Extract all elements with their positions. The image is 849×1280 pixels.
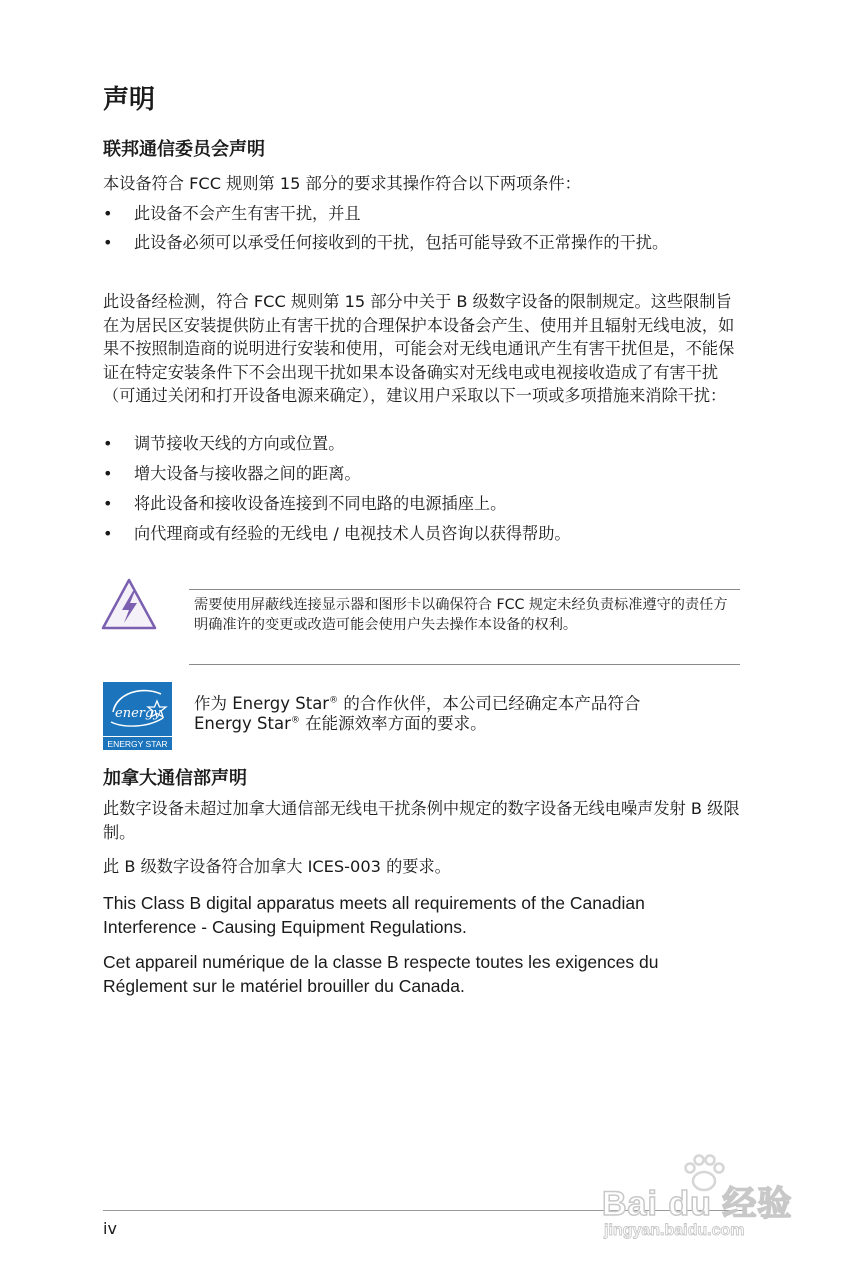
condition-text: 此设备必须可以承受任何接收到的干扰，包括可能导致不正常操作的干扰。 — [134, 233, 669, 252]
registered-mark: ® — [290, 715, 300, 726]
bullet: • — [103, 524, 113, 543]
measure-text: 调节接收天线的方向或位置。 — [134, 434, 345, 453]
fcc-heading: 联邦通信委员会声明 — [103, 139, 265, 160]
bullet: • — [103, 204, 113, 223]
baidu-watermark — [600, 1148, 800, 1248]
bullet: • — [103, 233, 113, 252]
energy-star-statement — [194, 694, 734, 734]
canada-para-fr: Cet appareil numérique de la classe B respecte toutes les exigences du Réglement sur le matériel brouiller du Canada. — [103, 952, 659, 996]
es-text-2: 的合作伙伴，本公司已经确定本产品符合 — [338, 694, 641, 713]
es-text-1: 作为 Energy Star — [194, 694, 330, 713]
note-top-rule — [189, 589, 740, 590]
es-text-3: Energy Star — [194, 714, 291, 733]
canada-para-1: 此数字设备未超过加拿大通信部无线电干扰条例中规定的数字设备无线电噪声发射 B 级限制。 — [103, 799, 740, 842]
fcc-paragraph: 此设备经检测，符合 FCC 规则第 15 部分中关于 B 级数字设备的限制规定。这些限制旨在为居民区安装提供防止有害干扰的合理保护本设备会产生、使用并且辐射无线电波，如果不按照制造商的说明进行安装和使用，可能会对无线电通讯产生有害干扰但是，不能保证在特定安装条件下不会出现干扰如果本设备确实对无线电或电视接收造成了有害干扰（可通过关闭和打开设备电源来确定），建议用户采取以下一项或多项措施来消除干扰： — [103, 292, 735, 405]
measure-text: 向代理商或有经验的无线电 / 电视技术人员咨询以获得帮助。 — [134, 524, 571, 543]
list-item — [103, 231, 723, 279]
fcc-intro: 本设备符合 FCC 规则第 15 部分的要求其操作符合以下两项条件： — [103, 174, 581, 193]
energy-star-label: ENERGY STAR — [103, 736, 172, 751]
page-number: iv — [103, 1219, 117, 1238]
bullet: • — [103, 464, 113, 483]
watermark-brand: Bai du 经验 — [602, 1185, 793, 1223]
measure-text: 增大设备与接收器之间的距离。 — [134, 464, 361, 483]
bullet: • — [103, 494, 113, 513]
condition-text: 此设备不会产生有害干扰，并且 — [134, 204, 361, 223]
warning-note: 需要使用屏蔽线连接显示器和图形卡以确保符合 FCC 规定未经负责标准遵守的责任方明确准许的变更或改造可能会使用户失去操作本设备的权利。 — [194, 597, 728, 633]
bullet: • — [103, 434, 113, 453]
page-title: 声明 — [103, 85, 156, 115]
note-bottom-rule — [189, 664, 740, 665]
watermark-url: jingyan.baidu.com — [604, 1222, 745, 1239]
warning-icon — [100, 577, 158, 633]
measure-text: 将此设备和接收设备连接到不同电路的电源插座上。 — [134, 494, 507, 513]
list-item — [103, 202, 723, 226]
energy-star-logo — [103, 682, 172, 750]
canada-para-en: This Class B digital apparatus meets all requirements of the Canadian Interference - Causing Equipment Regulations. — [103, 893, 645, 937]
canada-para-2: 此 B 级数字设备符合加拿大 ICES-003 的要求。 — [103, 857, 451, 876]
es-text-4: 在能源效率方面的要求。 — [299, 714, 487, 733]
energy-logo-script: energy — [115, 706, 161, 721]
registered-mark: ® — [329, 695, 339, 706]
canada-heading: 加拿大通信部声明 — [103, 768, 247, 789]
